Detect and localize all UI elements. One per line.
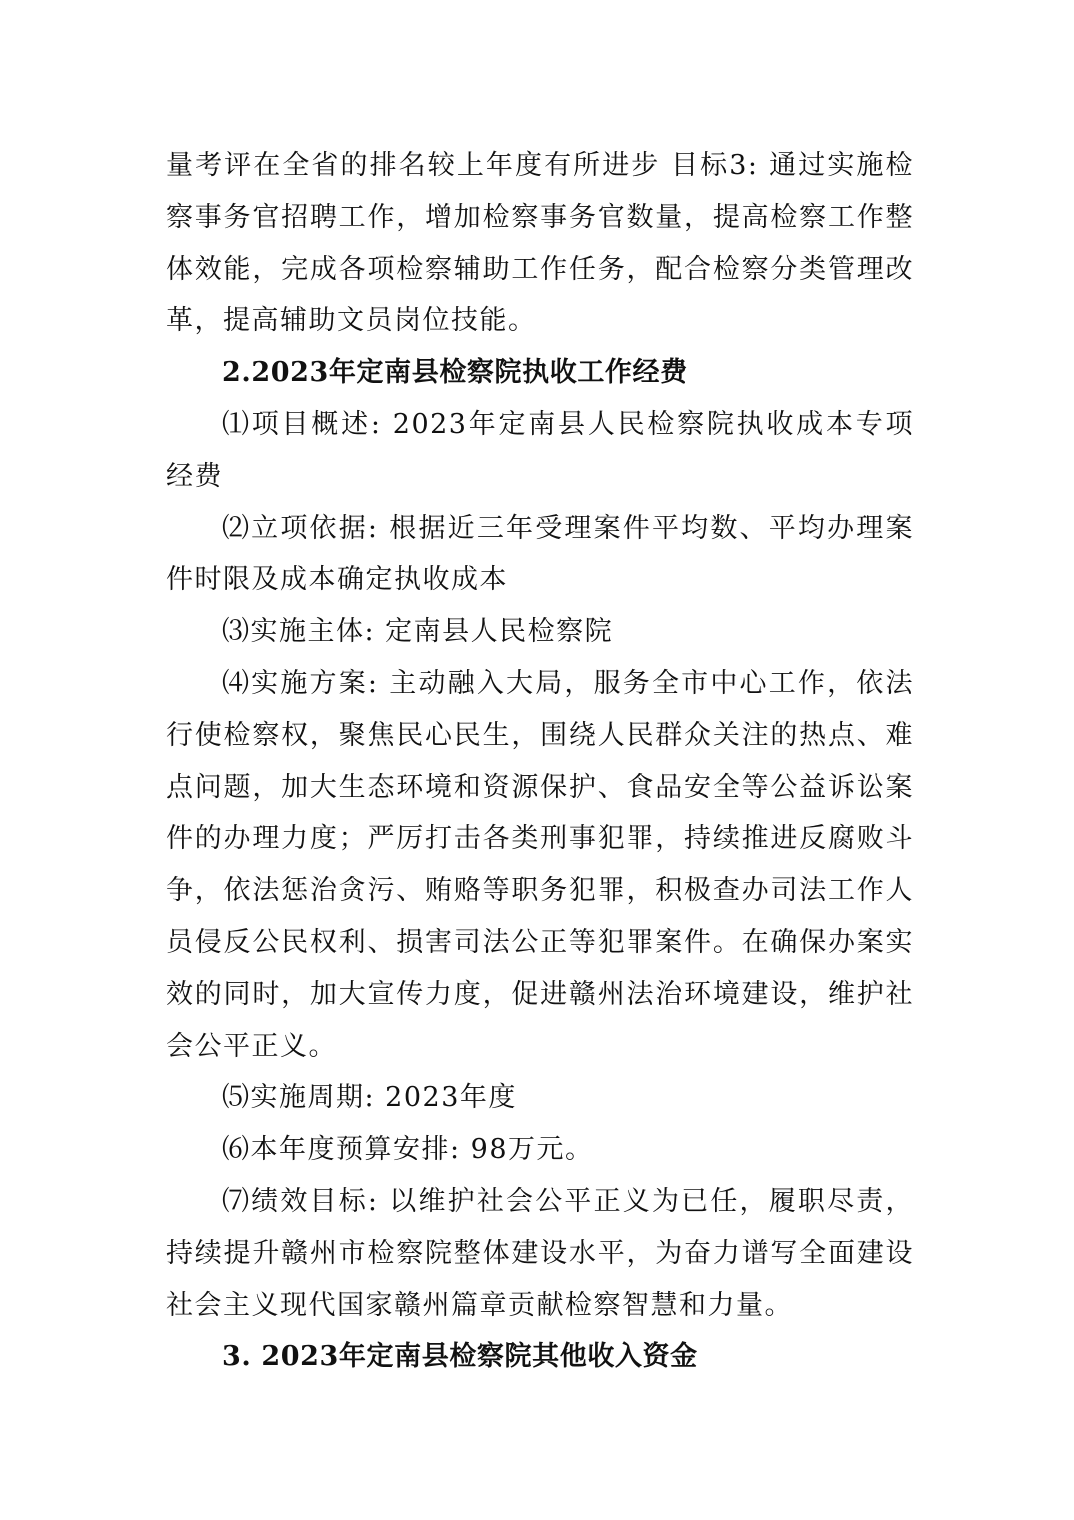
item-plan: ⑷实施方案: 主动融入大局，服务全市中心工作，依法行使检察权，聚焦民心民生，围绕人民群众关注的热点、难点问题，加大生态环境和资源保护、食品安全等公益诉讼案件的办理力度；严厉打击各类刑事犯罪，持续推进反腐败斗争，依法惩治贪污、贿赂等职务犯罪，积极查办司法工作人员侵反公民权利、损害司法公正等犯罪案件。在确保办案实效的同时，加大宣传力度，促进赣州法治环境建设，维护社会公平正义。 bbox=[166, 667, 914, 1062]
item-overview: ⑴项目概述: 2023年定南县人民检察院执收成本专项经费 bbox=[166, 408, 914, 492]
document-page bbox=[166, 140, 914, 1383]
item-basis: ⑵立项依据: 根据近三年受理案件平均数、平均办理案件时限及成本确定执收成本 bbox=[166, 512, 914, 596]
item-budget: ⑹本年度预算安排: 98万元。 bbox=[222, 1134, 594, 1166]
item-period: ⑸实施周期: 2023年度 bbox=[222, 1082, 517, 1114]
section-heading-3: 3. 2023年定南县检察院其他收入资金 bbox=[222, 1341, 698, 1373]
section-heading-2: 2.2023年定南县检察院执收工作经费 bbox=[222, 357, 688, 389]
item-goal: ⑺绩效目标: 以维护社会公平正义为已任，履职尽责，持续提升赣州市检察院整体建设水平，为奋力谱写全面建设社会主义现代国家赣州篇章贡献检察智慧和力量。 bbox=[166, 1185, 914, 1321]
paragraph-continuation: 量考评在全省的排名较上年度有所进步 目标3: 通过实施检察事务官招聘工作，增加检察事务官数量，提高检察工作整体效能，完成各项检察辅助工作任务，配合检察分类管理改革，提高辅助文员岗位技能。 bbox=[166, 150, 914, 337]
item-implementer: ⑶实施主体: 定南县人民检察院 bbox=[222, 616, 614, 648]
